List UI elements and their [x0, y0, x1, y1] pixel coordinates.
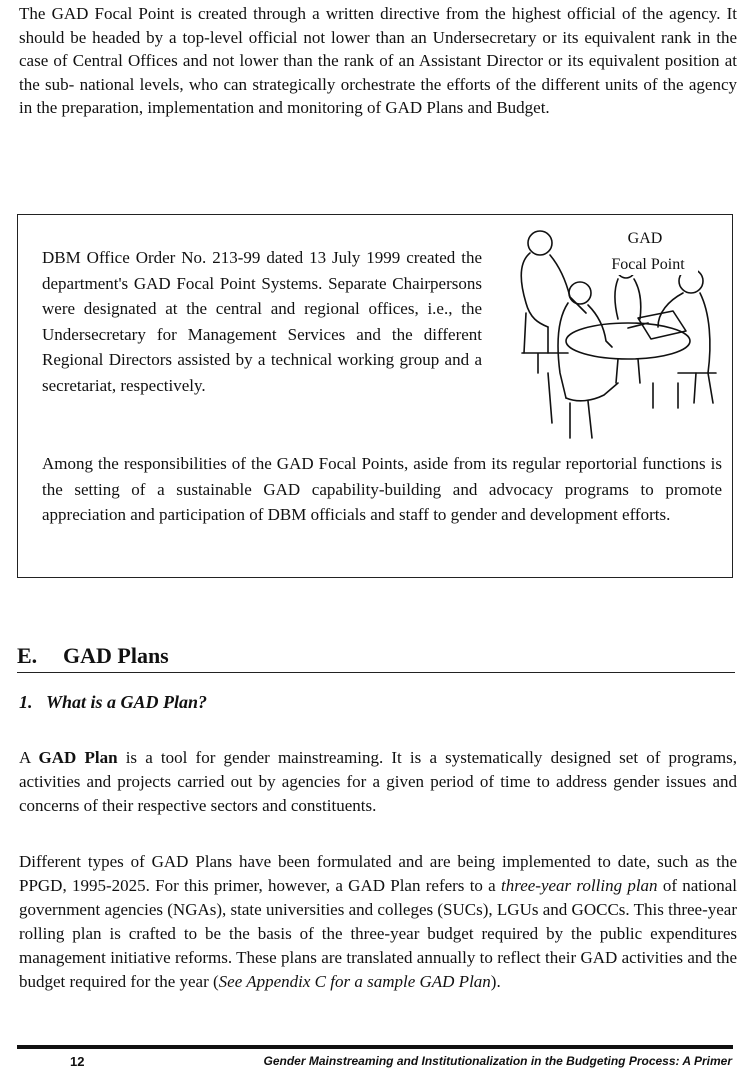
- para2-italic-rolling-plan: three-year rolling plan: [500, 876, 658, 895]
- callout-box: [17, 214, 733, 578]
- focal-point-illustration: [508, 223, 718, 448]
- section-heading: [17, 642, 735, 673]
- para1-term: GAD Plan: [38, 748, 118, 767]
- footer-rule: [17, 1045, 733, 1049]
- page-number: 12: [70, 1054, 85, 1069]
- section-title: GAD Plans: [63, 643, 169, 668]
- footer-title: Gender Mainstreaming and Institutionalization in the Budgeting Process: A Primer: [263, 1054, 732, 1068]
- para2-part3: ).: [490, 972, 501, 991]
- para2-part1: Different types of GAD Plans have been formulated and are being implemented to date, such as the PPGD, 1995-2025. For this primer, however, a GAD Plan refers to a: [19, 852, 737, 895]
- illustration-label-gad: GAD: [620, 229, 670, 249]
- illustration-label-focal-point: Focal Point: [598, 255, 698, 275]
- subsection-title: What is a GAD Plan?: [46, 692, 208, 712]
- subsection-number: 1.: [19, 692, 33, 712]
- subsection-heading: [19, 692, 207, 713]
- intro-paragraph: The GAD Focal Point is created through a written directive from the highest official of the agency. It should be headed by a top-level official not lower than an Undersecretary or its equivalent rank in the case of Central Offices and not lower than the rank of an Assistant Director or its equivalent position at the sub- national levels, who can strategically orchestrate the efforts of the different units of the agency in the preparation, implementation and monitoring of GAD Plans and Budget.: [19, 4, 737, 117]
- para2-part2: of national government agencies (NGAs), state universities and colleges (SUCs), LGUs and GOCCs. This three-year rolling plan is crafted to be the basis of the three-year budget required by the public expenditures management initiative reforms. These plans are translated annually to reflect their GAD activities and the budget required for the year (: [19, 876, 738, 991]
- gad-plan-types-paragraph: [19, 850, 737, 994]
- para1-lead: A: [19, 748, 39, 767]
- para2-italic-appendix-ref: See Appendix C for a sample GAD Plan: [218, 972, 491, 991]
- section-letter: E.: [17, 643, 38, 668]
- callout-paragraph-1: DBM Office Order No. 213-99 dated 13 July 1999 created the department's GAD Focal Point Systems. Separate Chairpersons were designated at the central and regional offices, i.e., the Undersecretary for Management Services and the different Regional Directors assisted by a technical working group and a secretariat, respectively.: [42, 248, 482, 395]
- gad-plan-definition-paragraph: [19, 746, 737, 818]
- para1-rest: is a tool for gender mainstreaming. It is a systematically designed set of programs, activities and projects carried out by agencies for a given period of time to address gender issues and concerns of their respective sectors and constituents.: [19, 748, 738, 815]
- callout-paragraph-2: Among the responsibilities of the GAD Focal Points, aside from its regular reportorial functions is the setting of a sustainable GAD capability-building and advocacy programs to promote appreciation and participation of DBM officials and staff to gender and development efforts.: [42, 454, 722, 524]
